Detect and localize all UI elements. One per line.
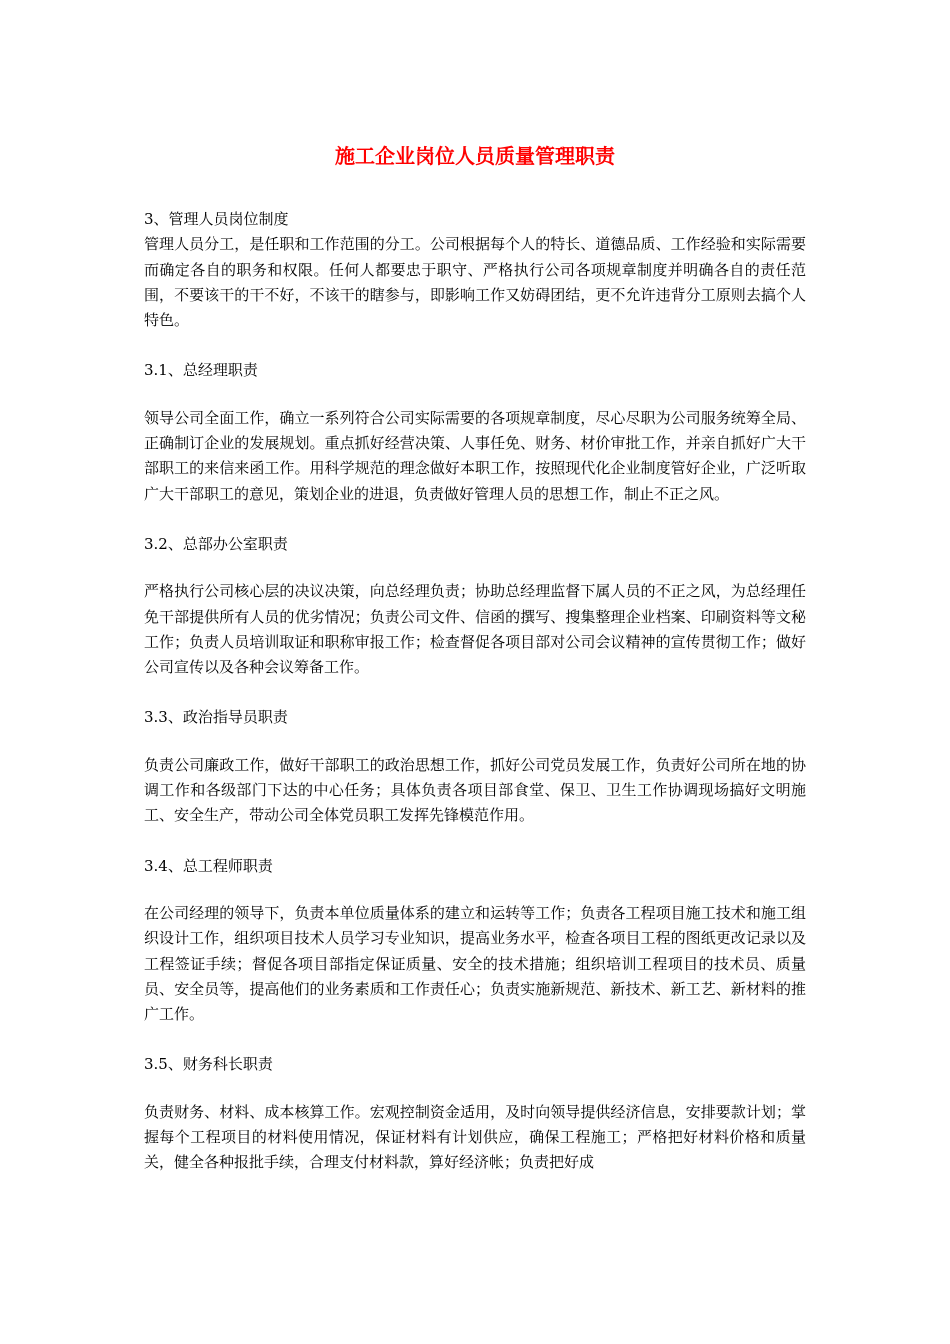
section-heading-3-2: 3.2、总部办公室职责	[144, 534, 288, 553]
section-heading-3-1: 3.1、总经理职责	[144, 361, 258, 380]
section-heading-3-5: 3.5、财务科长职责	[144, 1055, 273, 1074]
document-body	[144, 207, 806, 1176]
section-heading-3-3: 3.3、政治指导员职责	[144, 708, 288, 727]
section-paragraph-3-2: 严格执行公司核心层的决议决策，向总经理负责；协助总经理监督下属人员的不正之风，为总经理任免干部提供所有人员的优劣情况；负责公司文件、信函的撰写、搜集整理企业档案、印刷资料等文秘工作；负责人员培训取证和职称审报工作；检查督促各项目部对公司会议精神的宣传贯彻工作；做好公司宣传以及各种会议筹备工作。	[144, 582, 806, 677]
intro-heading: 3、管理人员岗位制度	[144, 210, 289, 228]
section-paragraph-3-1: 领导公司全面工作，确立一系列符合公司实际需要的各项规章制度，尽心尽职为公司服务统筹全局、正确制订企业的发展规划。重点抓好经营决策、人事任免、财务、材价审批工作，并亲自抓好广大干部职工的来信来函工作。用科学规范的理念做好本职工作，按照现代化企业制度管好企业，广泛听取广大干部职工的意见，策划企业的进退，负责做好管理人员的思想工作，制止不正之风。	[144, 408, 806, 503]
section-heading-3-4: 3.4、总工程师职责	[144, 856, 273, 875]
document-title: 施工企业岗位人员质量管理职责	[335, 144, 615, 168]
section-paragraph-3-4: 在公司经理的领导下，负责本单位质量体系的建立和运转等工作；负责各工程项目施工技术和施工组织设计工作，组织项目技术人员学习专业知识，提高业务水平，检查各项目工程的图纸更改记录以及工程签证手续；督促各项目部指定保证质量、安全的技术措施；组织培训工程项目的技术员、质量员、安全员等，提高他们的业务素质和工作责任心；负责实施新规范、新技术、新工艺、新材料的推广工作。	[144, 903, 806, 1024]
intro-paragraph: 管理人员分工，是任职和工作范围的分工。公司根据每个人的特长、道德品质、工作经验和实际需要而确定各自的职务和权限。任何人都要忠于职守、严格执行公司各项规章制度并明确各自的责任范围，不要该干的干不好，不该干的瞎参与，即影响工作又妨碍团结，更不允许违背分工原则去搞个人特色。	[144, 235, 806, 330]
section-paragraph-3-3: 负责公司廉政工作，做好干部职工的政治思想工作，抓好公司党员发展工作，负责好公司所在地的协调工作和各级部门下达的中心任务；具体负责各项目部食堂、保卫、卫生工作协调现场搞好文明施工、安全生产，带动公司全体党员职工发挥先锋模范作用。	[144, 755, 806, 825]
section-paragraph-3-5: 负责财务、材料、成本核算工作。宏观控制资金适用，及时向领导提供经济信息，安排要款计划；掌握每个工程项目的材料使用情况，保证材料有计划供应，确保工程施工；严格把好材料价格和质量关，健全各种报批手续，合理支付材料款，算好经济帐；负责把好成	[144, 1102, 806, 1172]
